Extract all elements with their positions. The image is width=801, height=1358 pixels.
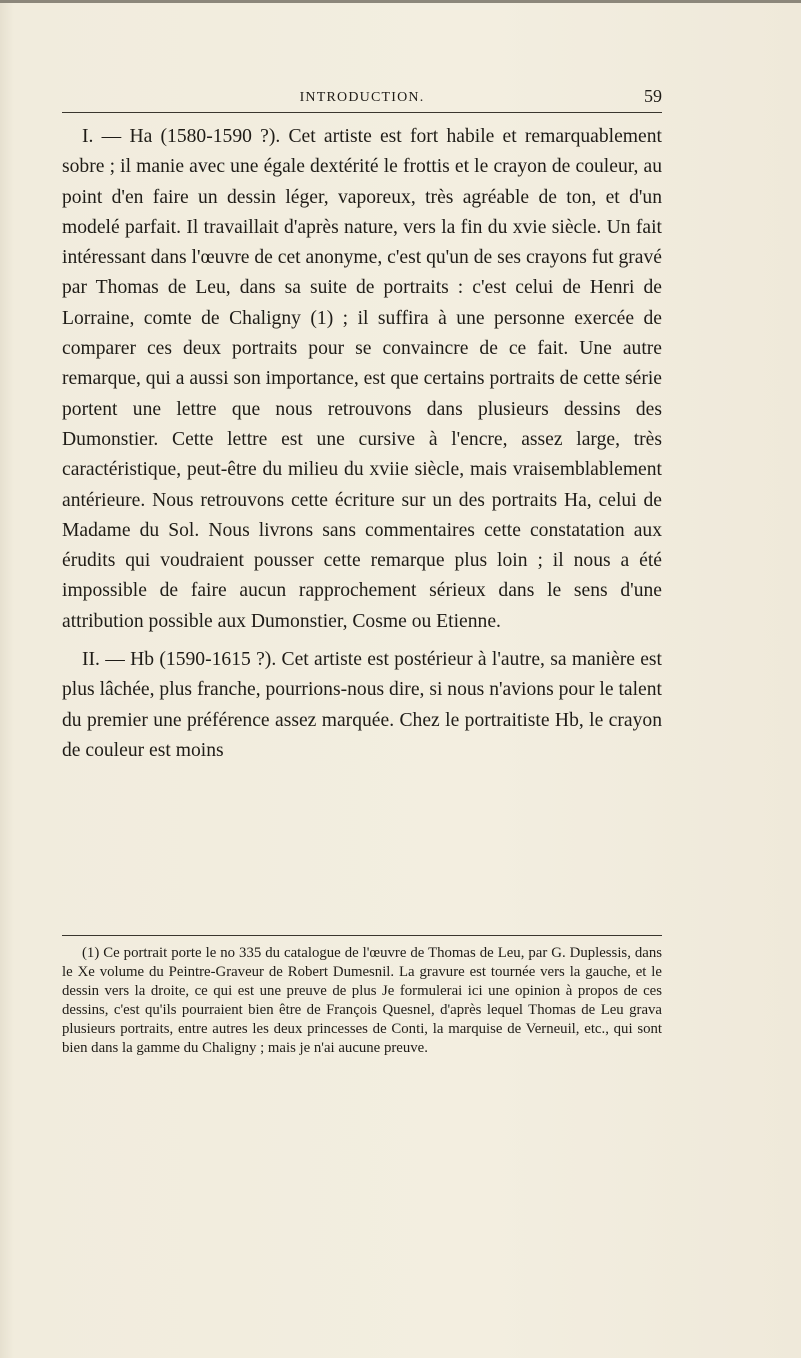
running-title: INTRODUCTION. [299,90,425,105]
paragraph-ha: I. — Ha (1580-1590 ?). Cet artiste est fort habile et remarquablement sobre ; il manie avec une égale dextérité le frottis et le crayon de couleur, au point d'en faire un dessin léger, vaporeux, très agréable de ton, et d'un modelé parfait. Il travaillait d'après nature, vers la fin du xvie siècle. Un fait intéressant dans l'œuvre de cet anonyme, c'est qu'un de ses crayons fut gravé par Thomas de Leu, dans sa suite de portraits : c'est celui de Henri de Lorraine, comte de Chaligny (1) ; il suffira à une personne exercée de comparer ces deux portraits pour se convaincre de ce fait. Une autre remarque, qui a aussi son importance, est que certains portraits de cette série portent une lettre que nous retrouvons dans plusieurs dessins des Dumonstier. Cette lettre est une cursive à l'encre, assez large, très caractéristique, peut-être du milieu du xviie siècle, mais vraisemblablement antérieure. Nous retrouvons cette écriture sur un des portraits Ha, celui de Madame du Sol. Nous livrons sans commentaires cette constatation aux érudits qui voudraient pousser cette remarque plus loin ; il nous a été impossible de faire aucun rapprochement sérieux dans le sens d'une attribution possible aux Dumonstier, Cosme ou Etienne. [62,126,662,632]
header-rule [62,112,662,113]
footnote: (1) Ce portrait porte le no 335 du catalogue de l'œuvre de Thomas de Leu, par G. Duplessis, dans le Xe volume du Peintre-Graveur de Robert Dumesnil. La gravure est tournée vers la gauche, et le dessin vers la droite, ce qui est une preuve de plus Je formulerai ici une opinion à propos de ces dessins, c'est qu'ils pourraient bien être de François Quesnel, d'après lequel Thomas de Leu grava plusieurs portraits, entre autres les deux princesses de Conti, la marquise de Verneuil, etc., qui sont bien dans la gamme du Chaligny ; mais je n'ai aucune preuve. [62,945,662,1056]
body-text [62,122,662,766]
paragraph-hb: II. — Hb (1590-1615 ?). Cet artiste est postérieur à l'autre, sa manière est plus lâchée, plus franche, pourrions-nous dire, si nous n'avions pour le talent du premier une préférence assez marquée. Chez le portraitiste Hb, le crayon de couleur est moins [62,649,662,761]
running-head [62,86,662,108]
top-edge-rule [0,0,801,3]
footnote-rule [62,935,662,936]
page-number: 59 [644,86,662,106]
